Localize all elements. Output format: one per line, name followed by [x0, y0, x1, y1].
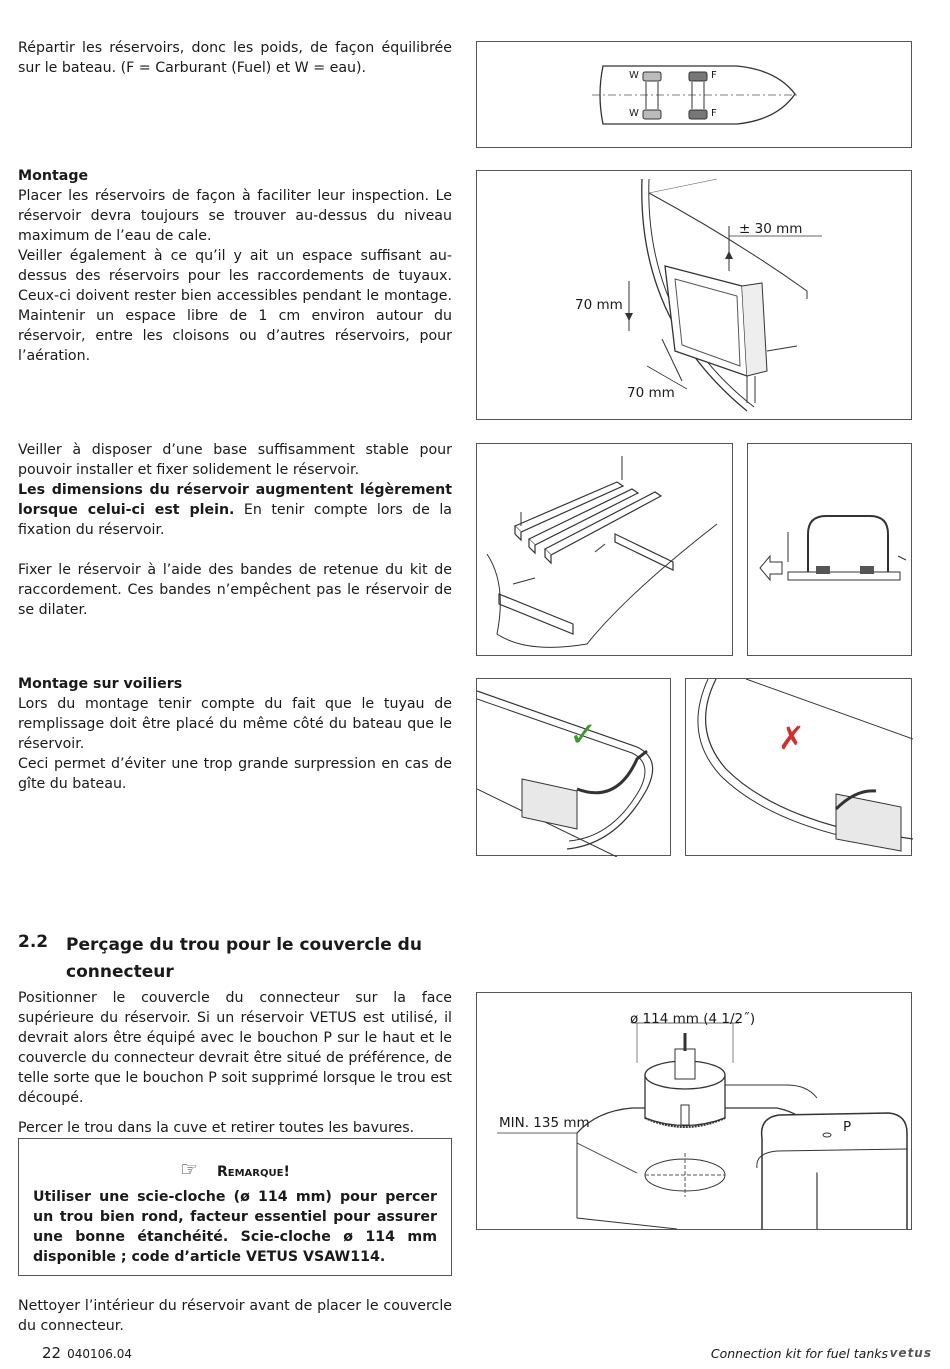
- correct-hose-icon: [477, 679, 672, 857]
- voiliers-p2: Ceci permet d’éviter une trop grande surpression en cas de gîte du bateau.: [18, 756, 452, 792]
- remark-header: [19, 1157, 451, 1181]
- wrong-cross-icon: ✗: [778, 719, 805, 757]
- label-f-bottom: F: [711, 108, 717, 119]
- pointing-hand-icon: ☞: [180, 1157, 199, 1181]
- base-p2-rest: En tenir compte lors de la fixation du réservoir.: [18, 502, 452, 538]
- dim-70mm-left: 70 mm: [575, 297, 623, 313]
- voiliers-heading: Montage sur voiliers: [18, 676, 183, 692]
- voiliers-text: [18, 674, 452, 794]
- mounting-strips-icon: [477, 444, 734, 657]
- dim-114mm: ø 114 mm (4 1/2˝): [630, 1011, 756, 1027]
- label-f-top: F: [711, 70, 717, 81]
- montage-figure: [476, 170, 912, 420]
- dim-min-135mm: MIN. 135 mm: [499, 1115, 590, 1131]
- montage-p1: Placer les réservoirs de façon à faciliter leur inspection. Le réservoir devra toujours se trouver au-dessus du niveau maximum de l’eau de cale.: [18, 188, 452, 244]
- voiliers-p1: Lors du montage tenir compte du fait que le tuyau de remplissage doit être placé du même côté du bateau que le réservoir.: [18, 696, 452, 752]
- clean-text: Nettoyer l’intérieur du réservoir avant de placer le couvercle du connecteur.: [18, 1298, 452, 1334]
- dim-70mm-bottom: 70 mm: [627, 385, 675, 401]
- doc-code: 040106.04: [67, 1347, 132, 1361]
- base-p2-bold: Les dimensions du réservoir augmentent légèrement lorsque celui-ci est plein.: [18, 482, 452, 518]
- brand-logo: vetus: [889, 1346, 932, 1360]
- voilier-correct-figure: [476, 678, 671, 856]
- section-number: 2.2: [18, 932, 49, 952]
- hole-saw-icon: [477, 993, 913, 1231]
- remark-body: Utiliser une scie-cloche (ø 114 mm) pour percer un trou bien rond, facteur essentiel pour assurer une bonne étanchéité. Scie-cloche ø 114 mm disponible ; code d’article VETUS VSAW114.: [33, 1189, 437, 1265]
- remark-title: Remarque!: [216, 1164, 290, 1180]
- base-text: [18, 440, 452, 620]
- section22-text: [18, 988, 452, 1138]
- footer-page: [42, 1344, 132, 1362]
- label-w-top: W: [629, 70, 639, 81]
- remark-box: [18, 1138, 452, 1276]
- label-w-bottom: W: [629, 108, 639, 119]
- base-strips-figure: [476, 443, 733, 656]
- footer-title: Connection kit for fuel tanks: [710, 1346, 888, 1361]
- base-p1: Veiller à disposer d’une base suffisamment stable pour pouvoir installer et fixer solidement le réservoir.: [18, 442, 452, 478]
- dim-30mm: ± 30 mm: [739, 221, 803, 237]
- boat-layout-figure: [476, 41, 912, 148]
- montage-text: [18, 166, 452, 366]
- label-plug-p: P: [843, 1119, 852, 1135]
- tank-strap-icon: [748, 444, 913, 657]
- voilier-wrong-figure: [685, 678, 912, 856]
- section22-p2: Percer le trou dans la cuve et retirer toutes les bavures.: [18, 1120, 415, 1136]
- section22-p1: Positionner le couvercle du connecteur sur la face supérieure du réservoir. Si un réservoir VETUS est utilisé, il devrait alors être équipé avec le bouchon P sur le haut et le couvercle du connecteur devrait être situé de préférence, de telle sorte que le bouchon P soit supprimé lorsque le trou est découpé.: [18, 990, 452, 1106]
- montage-heading: Montage: [18, 168, 89, 184]
- wrong-hose-icon: [686, 679, 913, 857]
- page-number: 22: [42, 1344, 62, 1362]
- section-title: Perçage du trou pour le couvercle du connecteur: [66, 935, 422, 982]
- base-tank-figure: [747, 443, 912, 656]
- intro-text: Répartir les réservoirs, donc les poids, de façon équilibrée sur le bateau. (F = Carburant (Fuel) et W = eau).: [18, 40, 452, 76]
- drilling-figure: [476, 992, 912, 1230]
- base-p3: Fixer le réservoir à l’aide des bandes de retenue du kit de raccordement. Ces bandes n’empêchent pas le réservoir de se dilater.: [18, 562, 452, 618]
- boat-outline-icon: [477, 42, 913, 149]
- tank-placement-icon: [477, 171, 913, 421]
- correct-check-icon: ✓: [569, 715, 598, 755]
- montage-p2: Veiller également à ce qu’il y ait un espace suffisant au-dessus des réservoirs pour les raccordements de tuyaux. Ceux-ci doivent rester bien accessibles pendant le montage. Maintenir un espace libre de 1 cm environ autour du réservoir, entre les cloisons ou d’autres réservoirs, pour l’aération.: [18, 248, 452, 364]
